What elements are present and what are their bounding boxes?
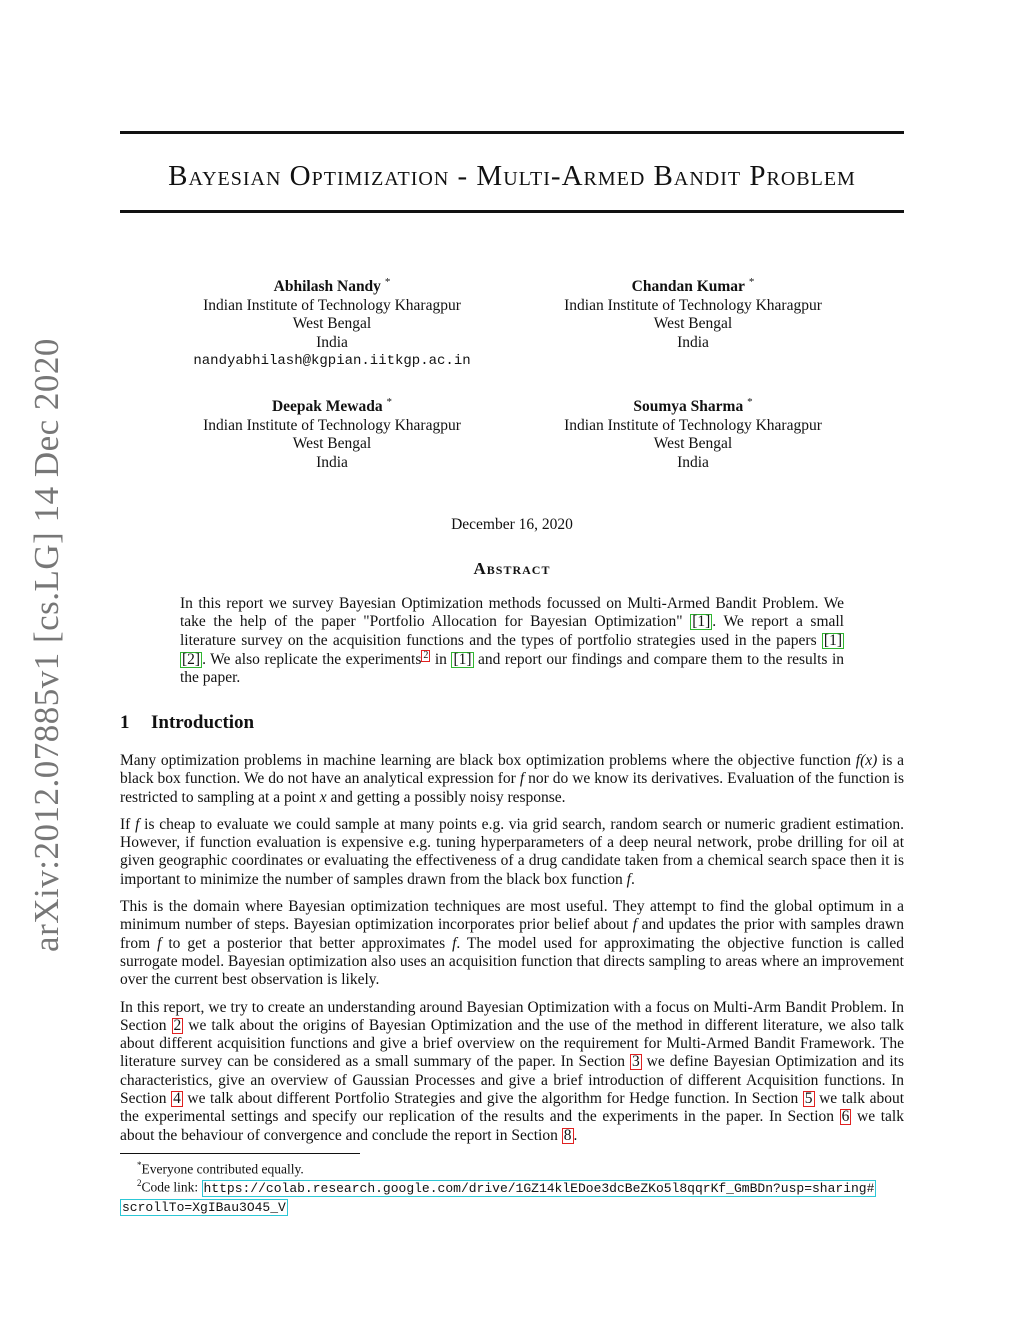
author-name: Chandan Kumar [631,278,745,296]
paragraph-text: This is the domain where Bayesian optimization techniques are most useful. They attempt to find the global optimum in a minimum number of steps. Bayesian optimization incorporates prior belief about [120,898,904,934]
section-heading [120,712,254,734]
abstract-text-part: in [430,651,452,669]
section-ref-link[interactable]: 8 [563,1126,572,1144]
author-country: India [677,333,709,351]
abstract-heading: Abstract [473,559,551,578]
footnote-mark: 2 [137,1178,142,1188]
math-symbol: f [157,934,162,952]
paragraph-text: Many optimization problems in machine learning are black box optimization problems where the objective function [120,752,856,769]
paragraph [120,898,904,989]
author-mark: * [747,396,753,408]
code-link-continued[interactable]: scrollTo=XgIBau3O45_V [122,1199,286,1215]
footnote-label: Code link: [141,1179,202,1195]
math-symbol: f [135,815,140,833]
author-block-2 [513,273,873,352]
section-number: 1 [120,712,130,733]
paragraph-text: we talk about the origins of Bayesian Optimization and the use of the method in different literature, we also talk about different acquisition functions and give a brief overview on the requirement for Multi-Armed Bandit Framework. The literature survey can be considered as a small summary of the paper. In Section [120,1016,905,1071]
abstract-text-part: . We also replicate the experiments [202,651,422,669]
math-symbol: f [519,770,525,788]
paragraph-text: we talk about different Portfolio Strategies and give the algorithm for Hedge function. In Section [182,1090,803,1108]
author-name: Abhilash Nandy [273,278,381,296]
paper-date: December 16, 2020 [451,516,573,533]
paragraph-text: is cheap to evaluate we could sample at many points e.g. via grid search, random search or numeric gradient estimation. However, if function evaluation is expensive e.g. tuning hyperparameters of a deep neural network, probe drilling for oil at given geographic coordinates or evaluating the effectiveness of a drug candidate taken from a chemical search space then it is important to minimize the number of samples drawn from the black box function [120,815,904,888]
math-symbol: f(x) [855,752,878,769]
abstract-text-part: and report our findings and compare them to the results in the paper. [180,651,844,687]
section-ref-link[interactable]: 4 [173,1090,181,1108]
paragraph-text: and updates the prior with samples drawn from [120,916,904,952]
section-ref-link[interactable]: 2 [173,1016,182,1034]
citation-link[interactable]: [1] [453,651,472,669]
math-symbol: f [632,916,638,934]
footnote-mark: * [137,1160,142,1170]
title-rule-bottom [120,210,904,213]
abstract-text [180,595,844,688]
author-affiliation: Indian Institute of Technology Kharagpur [203,296,461,314]
author-block-4 [513,393,873,472]
paragraph-text: . The model used for approximating the objective function is called surrogate model. Bayesian optimization also uses an acquisition function that directs sampling to areas where an improvement over the current best observation is likely. [120,934,904,989]
author-region: West Bengal [292,315,372,333]
author-mark: * [748,276,755,288]
section-ref-link[interactable]: 5 [804,1090,813,1108]
author-affiliation: Indian Institute of Technology Kharagpur [564,296,822,314]
author-affiliation: Indian Institute of Technology Kharagpur [203,416,461,434]
paragraph-text: and getting a possibly noisy response. [326,788,566,806]
math-symbol: f [626,870,631,888]
citation-link[interactable]: [2] [182,651,201,669]
section-body [120,752,904,1154]
section-ref-link[interactable]: 3 [631,1053,640,1071]
arxiv-identifier: arXiv:2012.07885v1 [cs.LG] 14 Dec 2020 [27,338,66,952]
title-rule-top [120,131,904,134]
paragraph [120,752,904,807]
code-link[interactable]: https://colab.research.google.com/drive/1GZ14klEDoe3dcBeZKo5l8qqrKf_GmBDn?usp=sharing# [203,1180,875,1196]
footnote-rule [120,1153,360,1154]
author-region: West Bengal [653,315,733,333]
paragraph [120,816,904,889]
paragraph-text: In this report, we try to create an understanding around Bayesian Optimization with a focus on Multi-Arm Bandit Problem. In Section [120,998,904,1034]
paragraph-text: If [120,815,136,833]
author-email[interactable]: nandyabhilash@kgpian.iitkgp.ac.in [193,353,471,370]
author-mark: * [384,276,391,288]
footnote-text: Everyone contributed equally. [141,1161,304,1177]
paragraph [120,999,904,1145]
math-symbol: f [452,934,457,952]
abstract-text-part: . We report a small literature survey on the acquisition functions and the types of portfolio strategies used in the papers [180,613,844,649]
author-affiliation: Indian Institute of Technology Kharagpur [564,416,822,434]
author-mark: * [386,396,393,408]
section-ref-link[interactable]: 6 [841,1108,850,1126]
paragraph-text: is a black box function. We do not have an analytical expression for [120,752,904,788]
author-block-3 [152,393,512,472]
paper-title: Bayesian Optimization - Multi-Armed Bandit Problem [168,160,856,192]
paragraph-text: to get a posterior that better approximates [161,934,453,952]
paragraph-text: . [630,870,635,888]
math-symbol: x [319,788,327,806]
citation-link[interactable]: [1] [692,613,711,631]
paragraph-text: nor do we know its derivatives. Evaluation of the function is restricted to sampling at a point [120,770,905,806]
author-name: Soumya Sharma [633,398,744,416]
paragraph-text: . [573,1126,578,1144]
author-country: India [677,453,709,471]
section-title: Introduction [151,712,255,733]
paragraph-text: we talk about the experimental settings and specify our replication of the results and the experiments in the paper. In Section [120,1090,904,1126]
paragraph-text: we talk about the behaviour of convergence and conclude the report in Section [120,1108,904,1144]
author-region: West Bengal [292,435,372,453]
footnote-2 [120,1175,910,1216]
author-region: West Bengal [653,435,733,453]
author-block-1 [152,273,512,371]
abstract-text-part: In this report we survey Bayesian Optimization methods focussed on Multi-Armed Bandit Problem. We take the help of the paper "Portfolio Allocation for Bayesian Optimization" [180,595,844,631]
citation-link[interactable]: [1] [823,631,842,649]
paragraph-text: we define Bayesian Optimization and its characteristics, give an overview of Gaussian Processes and give a brief introduction of different Acquisition functions. In Section [120,1053,904,1108]
author-country: India [316,453,348,471]
footnote-link[interactable]: 2 [423,649,429,661]
author-name: Deepak Mewada [271,398,383,416]
author-country: India [316,333,348,351]
